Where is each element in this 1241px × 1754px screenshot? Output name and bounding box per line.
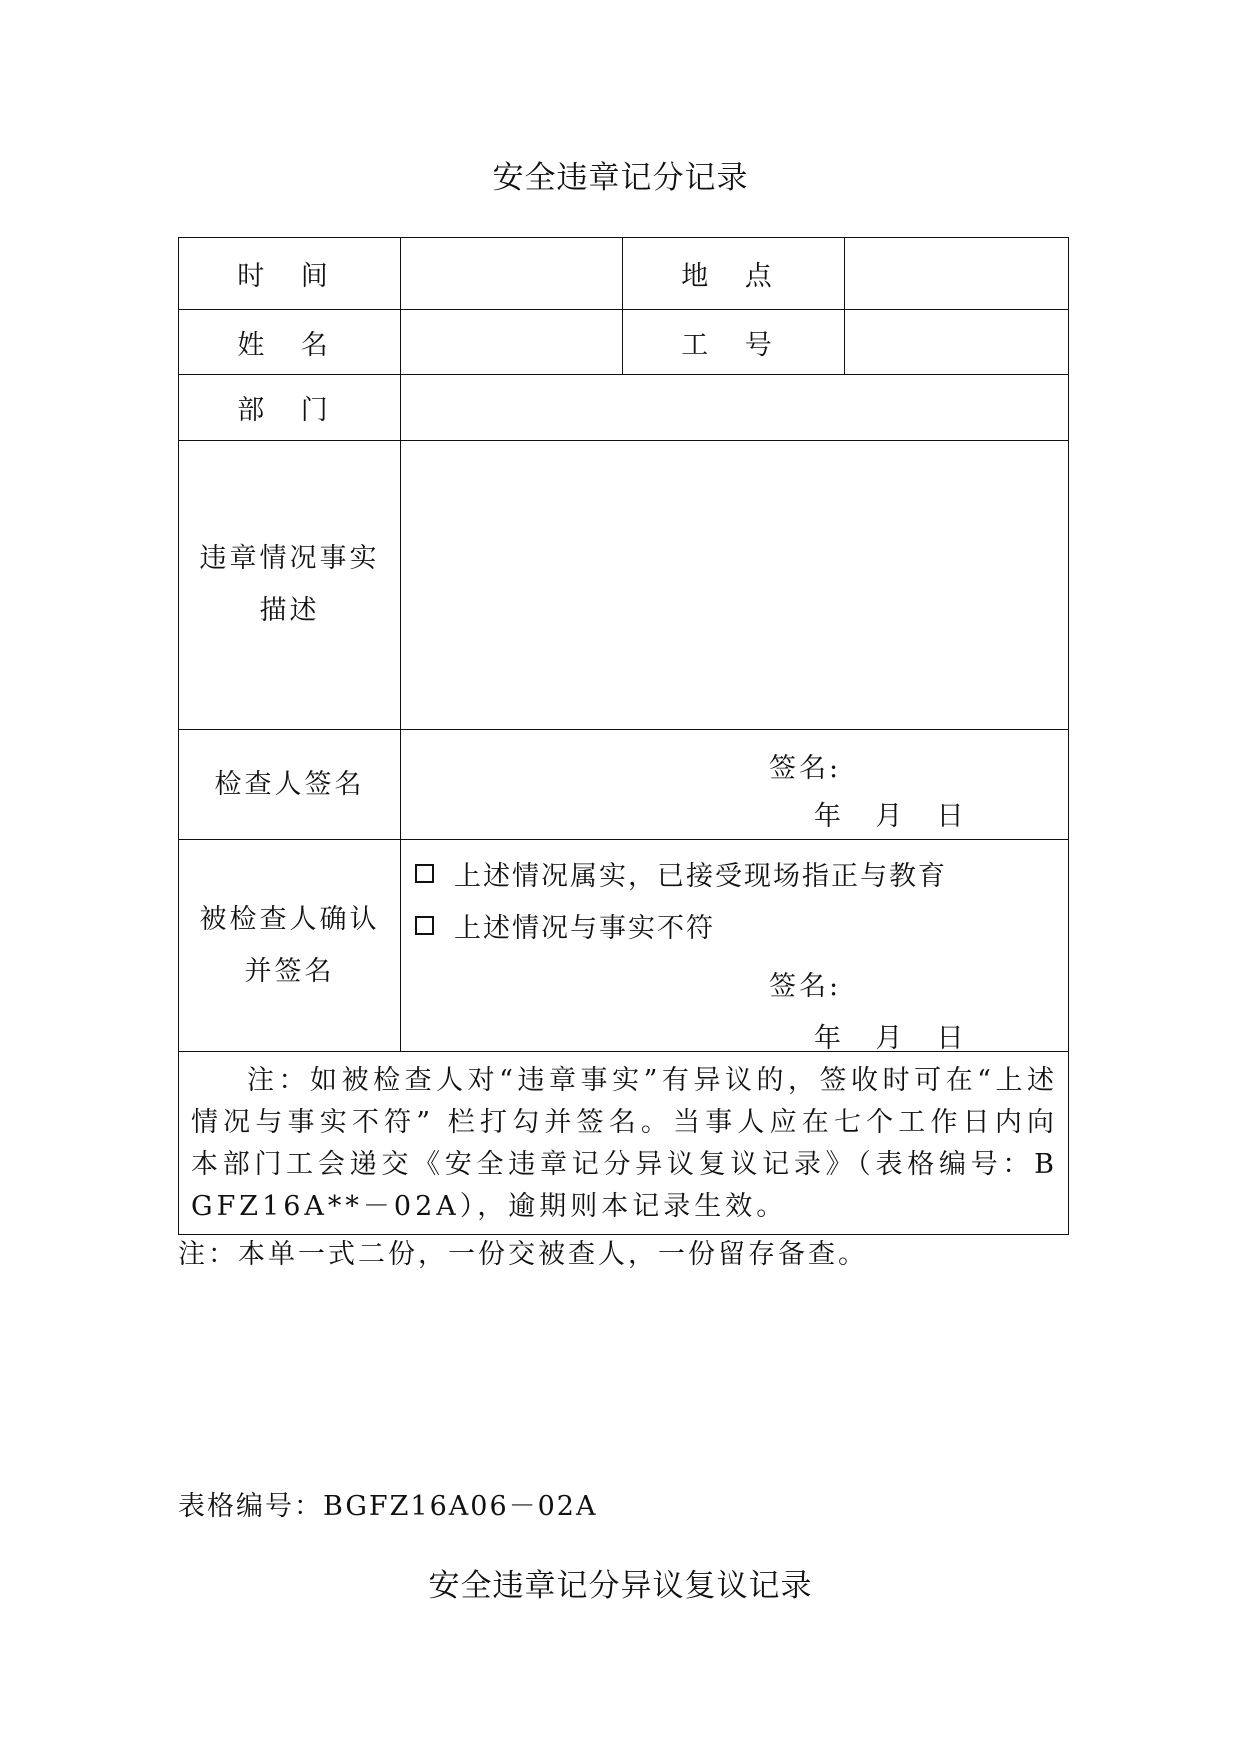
option-disagree-label: 上述情况与事实不符 bbox=[454, 913, 715, 944]
place-label: 地 点 bbox=[623, 238, 845, 310]
document-title: 安全违章记分记录 bbox=[492, 160, 749, 196]
inspector-signature-label: 检查人签名 bbox=[179, 730, 401, 840]
inspectee-label-line1: 被检查人确认 bbox=[199, 903, 380, 935]
inspector-date-line: 年 月 日 bbox=[814, 801, 964, 832]
violation-description-label bbox=[179, 441, 401, 730]
checkbox-accurate[interactable] bbox=[415, 864, 434, 883]
violation-description-field[interactable] bbox=[401, 441, 1069, 730]
violation-record-table bbox=[178, 237, 1069, 1235]
department-field[interactable] bbox=[401, 375, 1069, 441]
violation-label-line1: 违章情况事实 bbox=[199, 543, 380, 574]
inspectee-sign-label: 签名: bbox=[769, 971, 842, 1002]
time-field[interactable] bbox=[401, 238, 623, 310]
department-label: 部 门 bbox=[179, 375, 401, 441]
next-document-title: 安全违章记分异议复议记录 bbox=[428, 1568, 813, 1604]
option-accurate-label: 上述情况属实，已接受现场指正与教育 bbox=[454, 861, 947, 892]
checkbox-disagree[interactable] bbox=[415, 916, 434, 935]
table-note: 注：如被检查人对“违章事实”有异议的，签收时可在“上述情况与事实不符” 栏打勾并签名。当事人应在七个工作日内向本部门工会递交《安全违章记分异议复议记录》（表格编号：BGFZ16A**－02A），逾期则本记录生效。 bbox=[179, 1052, 1069, 1235]
footer-note: 注：本单一式二份，一份交被查人，一份留存备查。 bbox=[178, 1239, 868, 1270]
inspectee-label-line2: 并签名 bbox=[244, 955, 335, 987]
inspectee-date-line: 年 月 日 bbox=[814, 1023, 964, 1054]
employee-id-label: 工 号 bbox=[623, 310, 845, 375]
inspectee-confirm-label bbox=[179, 840, 401, 1052]
violation-label-line2: 描述 bbox=[259, 595, 320, 626]
name-field[interactable] bbox=[401, 310, 623, 375]
inspector-sign-label: 签名: bbox=[769, 753, 842, 784]
place-field[interactable] bbox=[845, 238, 1069, 310]
confirm-option-disagree[interactable] bbox=[415, 906, 715, 945]
inspector-signature-field[interactable] bbox=[401, 730, 1069, 840]
employee-id-field[interactable] bbox=[845, 310, 1069, 375]
confirm-option-accurate[interactable] bbox=[415, 854, 947, 893]
name-label: 姓 名 bbox=[179, 310, 401, 375]
form-code: 表格编号：BGFZ16A06－02A bbox=[178, 1491, 598, 1522]
time-label: 时 间 bbox=[179, 238, 401, 310]
inspectee-confirm-field bbox=[401, 840, 1069, 1052]
